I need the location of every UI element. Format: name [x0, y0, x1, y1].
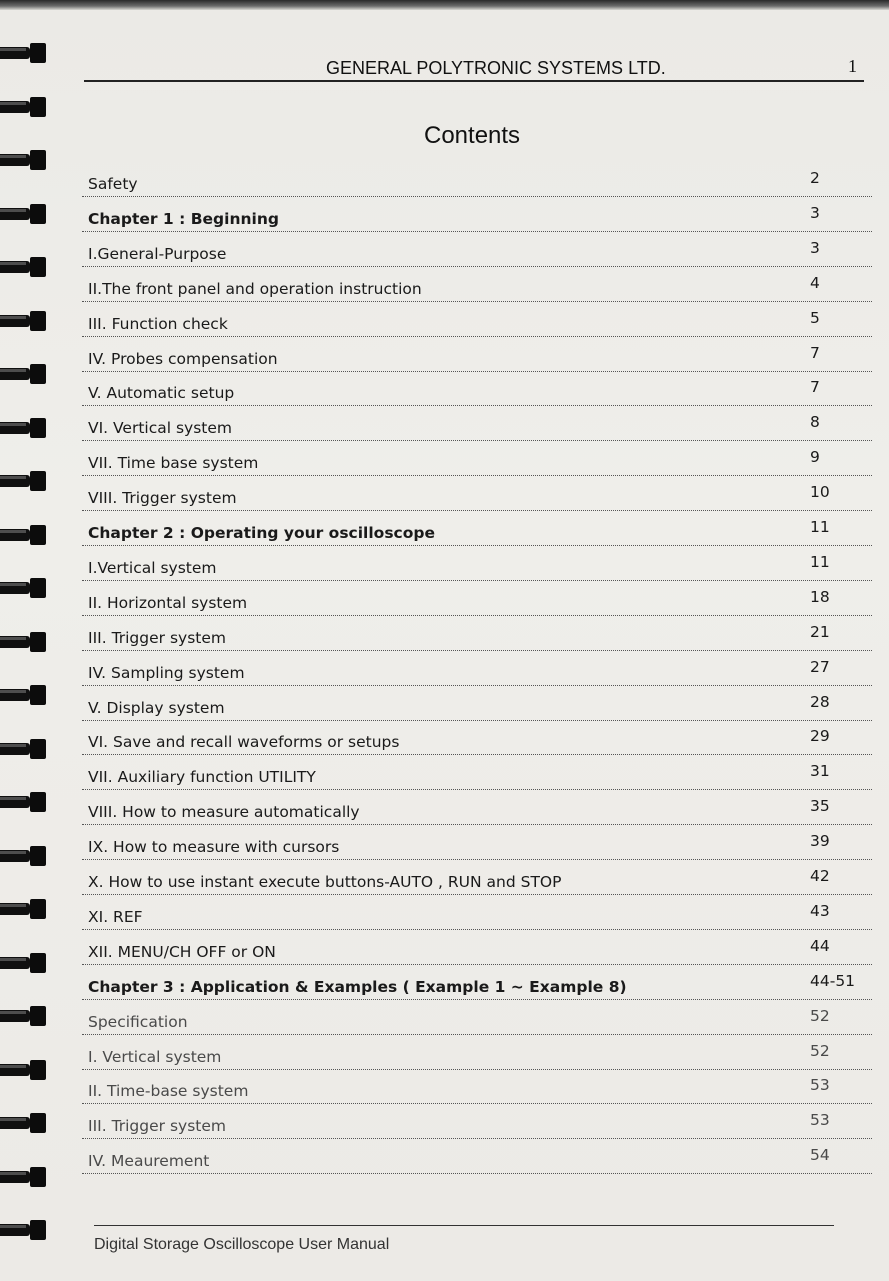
binding-ring: [0, 147, 46, 173]
toc-entry-page: 35: [810, 797, 830, 816]
toc-entry: [82, 339, 872, 372]
toc-entry: [82, 897, 872, 930]
toc-entry-page: 27: [810, 657, 830, 676]
toc-entry-page: 11: [810, 552, 830, 571]
toc-entry: [82, 199, 872, 232]
binding-ring: [0, 1003, 46, 1029]
binding-ring: [0, 254, 46, 280]
footer-text: Digital Storage Oscilloscope User Manual: [94, 1236, 390, 1253]
toc-entry: [82, 304, 872, 337]
toc-entry-label: Specification: [88, 1012, 188, 1031]
toc-entry: [82, 548, 872, 581]
binding-ring: [0, 682, 46, 708]
toc-entry-label: III. Function check: [88, 314, 228, 333]
toc-entry-page: 31: [810, 762, 830, 781]
toc-entry-page: 18: [810, 587, 830, 606]
toc-entry-label: Chapter 2 : Operating your oscilloscope: [88, 524, 435, 542]
toc-entry-label: I.General-Purpose: [88, 244, 227, 263]
binding-ring: [0, 1057, 46, 1083]
binding-ring: [0, 361, 46, 387]
toc-entry: [82, 688, 872, 721]
toc-entry: [82, 234, 872, 267]
toc-entry: [82, 862, 872, 895]
binding-ring: [0, 94, 46, 120]
toc-entry-page: 2: [810, 169, 820, 187]
toc-entry-label: Chapter 1 : Beginning: [88, 209, 279, 228]
binding-ring: [0, 522, 46, 548]
toc-entry-label: X. How to use instant execute buttons-AUTO , RUN and STOP: [88, 873, 562, 891]
toc-entry-page: 4: [810, 273, 820, 292]
binding-ring: [0, 1164, 46, 1190]
toc-entry-page: 43: [810, 901, 830, 920]
binding-ring: [0, 950, 46, 976]
binding-ring: [0, 40, 46, 66]
toc-entry: [82, 618, 872, 651]
binding-ring: [0, 1217, 46, 1243]
toc-entry-page: 10: [810, 483, 830, 502]
toc-entry-page: 53: [810, 1076, 830, 1095]
toc-entry-label: V. Display system: [88, 698, 225, 717]
binding-ring: [0, 629, 46, 655]
binding-ring: [0, 575, 46, 601]
toc-entry-label: III. Trigger system: [88, 628, 226, 647]
toc-entry-page: 52: [810, 1041, 830, 1060]
toc-entry: [82, 932, 872, 965]
toc-entry-page: 44-51: [810, 971, 856, 990]
toc-entry-label: V. Automatic setup: [88, 384, 235, 403]
toc-entry-label: VI. Save and recall waveforms or setups: [88, 733, 400, 752]
toc-entry-page: 3: [810, 238, 820, 257]
toc-entry-label: XI. REF: [88, 907, 143, 926]
footer-rule: [94, 1225, 834, 1226]
toc-entry-page: 7: [810, 343, 820, 362]
toc-entry: [82, 827, 872, 860]
toc-entry-page: 44: [810, 936, 830, 955]
toc-entry-page: 3: [810, 203, 820, 222]
toc-entry-label: VII. Time base system: [88, 454, 259, 473]
toc-entry: [82, 792, 872, 825]
toc-entry: [82, 1071, 872, 1104]
toc-entry: [82, 269, 872, 302]
header-company: GENERAL POLYTRONIC SYSTEMS LTD.: [326, 58, 666, 78]
toc-entry-label: IV. Sampling system: [88, 663, 245, 682]
toc-entry-page: 39: [810, 832, 830, 851]
toc-entry: [82, 722, 872, 755]
binding-ring: [0, 1110, 46, 1136]
toc-entry: [82, 757, 872, 790]
toc-entry-label: Safety: [88, 175, 138, 193]
toc-entry-label: VI. Vertical system: [88, 419, 233, 438]
toc-entry-label: VII. Auxiliary function UTILITY: [88, 768, 316, 787]
toc-entry: [82, 478, 872, 511]
binding-ring: [0, 308, 46, 334]
spiral-binding: [0, 30, 48, 1270]
toc-entry-label: Chapter 3 : Application & Examples ( Example 1 ~ Example 8): [88, 977, 627, 996]
binding-ring: [0, 896, 46, 922]
toc-entry-label: IV. Probes compensation: [88, 349, 278, 368]
toc-entry-page: 7: [810, 378, 820, 397]
toc-entry-label: II. Time-base system: [88, 1082, 249, 1101]
binding-ring: [0, 843, 46, 869]
toc-entry: [82, 1141, 872, 1174]
binding-ring: [0, 736, 46, 762]
binding-ring: [0, 468, 46, 494]
page-title: Contents: [424, 122, 521, 149]
toc-entry-page: 28: [810, 692, 830, 711]
toc-entry: [82, 1002, 872, 1035]
binding-ring: [0, 201, 46, 227]
scan-top-edge: [0, 0, 889, 10]
toc-entry-page: 21: [810, 622, 830, 641]
toc-entry-page: 42: [810, 867, 830, 885]
header-page-number: 1: [848, 56, 857, 76]
toc-entry-label: XII. MENU/CH OFF or ON: [88, 942, 276, 961]
toc-entry-label: VIII. Trigger system: [88, 489, 237, 508]
toc-entry: [82, 1106, 872, 1139]
toc-entry-label: I.Vertical system: [88, 558, 217, 577]
toc-entry: [82, 1037, 872, 1070]
toc-entry-label: IX. How to measure with cursors: [88, 838, 340, 857]
toc-entry-page: 52: [810, 1006, 830, 1025]
toc-entry: [82, 513, 872, 546]
toc-entry-page: 8: [810, 413, 820, 432]
toc-entry-page: 29: [810, 727, 830, 746]
toc-entry: [82, 408, 872, 441]
binding-ring: [0, 789, 46, 815]
toc-entry-label: II. Horizontal system: [88, 593, 248, 612]
toc-entry-page: 53: [810, 1111, 830, 1130]
toc-entry-label: I. Vertical system: [88, 1047, 222, 1066]
toc-entry: [82, 653, 872, 686]
toc-entry-label: IV. Meaurement: [88, 1152, 210, 1171]
toc-entry-label: VIII. How to measure automatically: [88, 803, 360, 822]
toc-entry: [82, 164, 872, 197]
toc-entry-page: 9: [810, 448, 820, 467]
toc-entry-page: 5: [810, 308, 820, 327]
toc-entry-label: II.The front panel and operation instruction: [88, 279, 422, 298]
toc-entry-page: 11: [810, 518, 830, 536]
toc-entry: [82, 583, 872, 616]
toc-entry-label: III. Trigger system: [88, 1117, 226, 1136]
toc-entry: [82, 443, 872, 476]
toc-entry: [82, 967, 872, 1000]
binding-ring: [0, 415, 46, 441]
toc-entry-page: 54: [810, 1146, 830, 1165]
header-rule: [84, 80, 864, 82]
toc-entry: [82, 373, 872, 406]
